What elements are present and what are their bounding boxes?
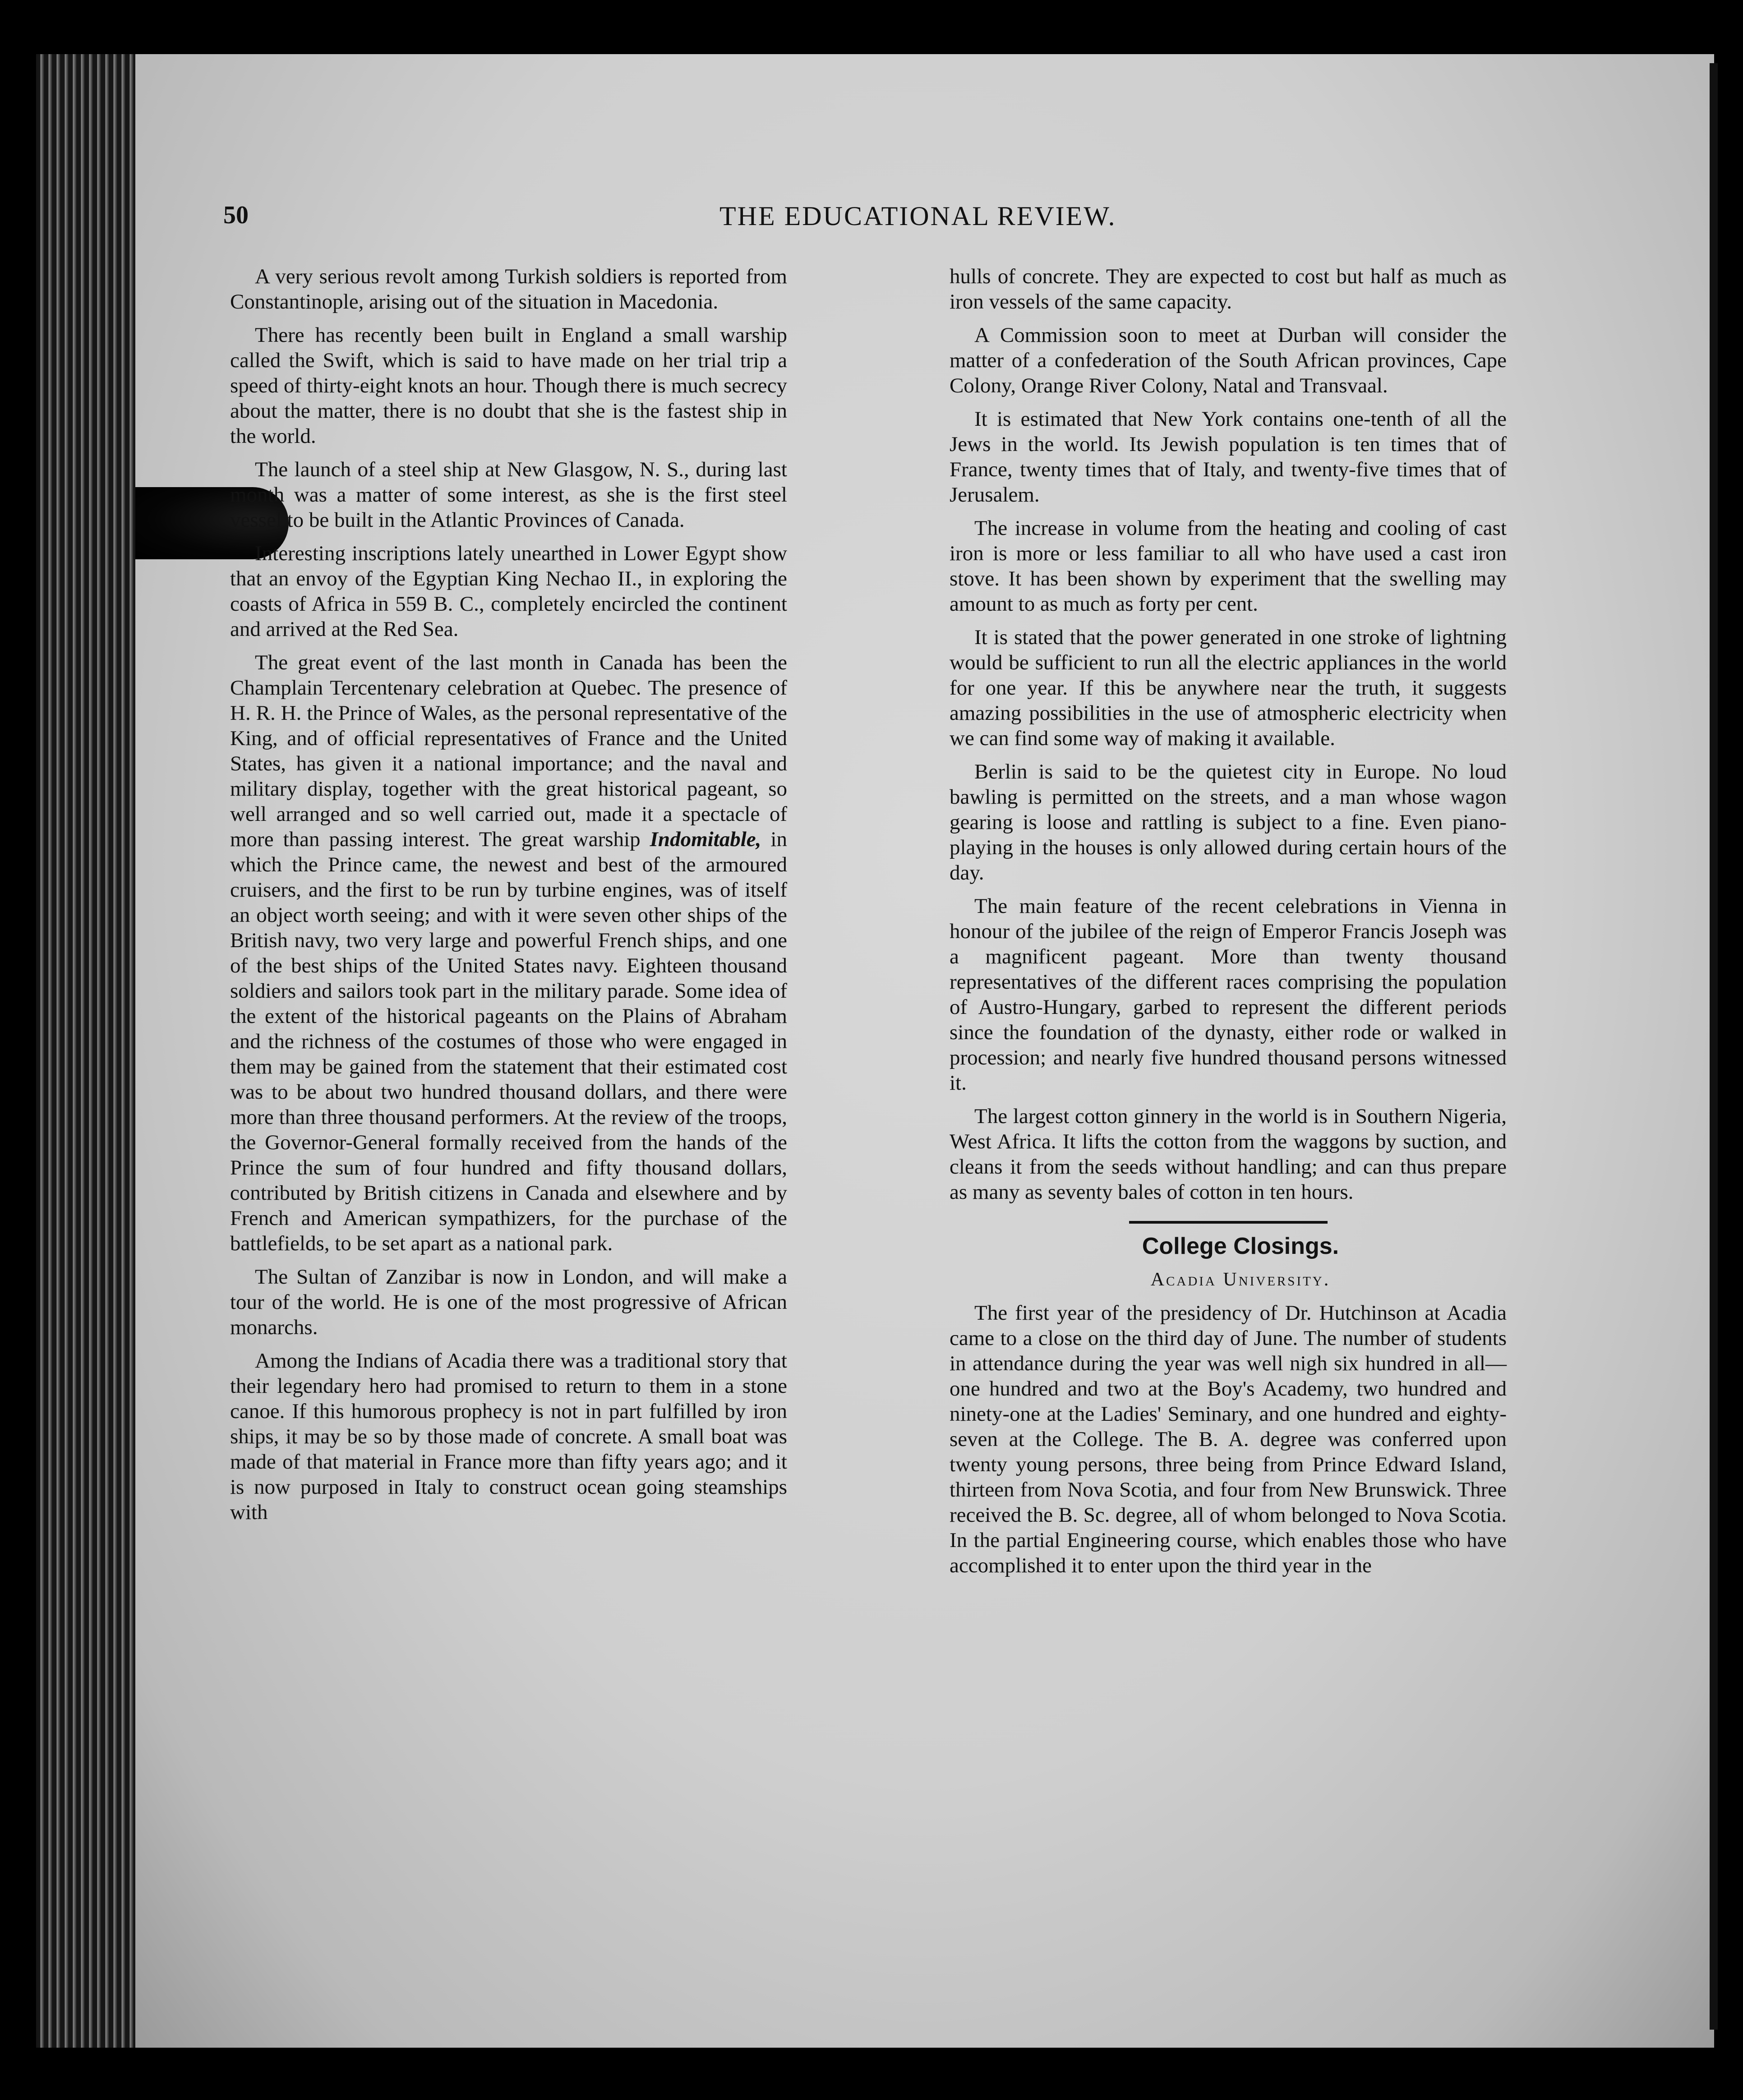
paragraph-tercentenary	[230, 650, 787, 1256]
paragraph-swift-warship: There has recently been built in England a small warship called the Swift, which is said to have made on her trial trip a speed of thirty-eight knots an hour. Though there is much secrecy about the matter, there is no doubt that she is the fastest ship in the world.	[230, 323, 787, 448]
section-subtitle: Acadia University.	[1150, 1269, 1331, 1290]
page-edge	[1710, 63, 1718, 2030]
section-divider	[1129, 1221, 1328, 1224]
paragraph-turkish-revolt: A very serious revolt among Turkish soldiers is reported from Constantinople, arising out of the situation in Macedonia.	[230, 265, 787, 313]
paragraph-acadia-legend: Among the Indians of Acadia there was a traditional story that their legendary hero had promised to return to them in a stone canoe. If this humorous prophecy is not in part fulfilled by iron ships, it may be so by those made of concrete. A small boat was made of that material in France more than fifty years ago; and it is now purposed in Italy to construct ocean going steamships with	[230, 1349, 787, 1524]
paragraph-vienna: The main feature of the recent celebrations in Vienna in honour of the jubilee of the reign of Emperor Francis Joseph was a magnificent pageant. More than twenty thousand representatives of the different races comprising the population of Austro-Hungary, garbed to represent the different periods since the foundation of the dynasty, either rode or walked in procession; and nearly five hundred thousand persons witnessed it.	[950, 894, 1507, 1095]
running-head: THE EDUCATIONAL REVIEW.	[719, 201, 1116, 231]
left-column	[230, 264, 787, 1533]
right-column	[950, 264, 1507, 1586]
paragraph-steel-ship: The launch of a steel ship at New Glasgow, N. S., during last month was a matter of some interest, as she is the first steel vessel to be built in the Atlantic Provinces of Canada.	[230, 458, 787, 532]
tercentenary-text-a: The great event of the last month in Canada has been the Champlain Tercentenary celebration at Quebec. The presence of H. R. H. the Prince of Wales, as the personal representative of the King, and of official representatives of France and the United States, has given it a national importance; and the naval and military display, together with the great historical pageant, so well arranged and so well carried out, made it a spectacle of more than passing interest. The great warship	[230, 651, 787, 851]
page-header	[223, 201, 1531, 241]
paragraph-lightning: It is stated that the power generated in one stroke of lightning would be sufficient to run all the electric appliances in the world for one year. If this be anywhere near the truth, it suggests amazing possibilities in the use of atmospheric electricity when we can find some way of making it available.	[950, 626, 1507, 750]
paragraph-egypt-inscriptions: Interesting inscriptions lately unearthed in Lower Egypt show that an envoy of the Egyptian King Nechao II., in exploring the coasts of Africa in 559 B. C., completely encircled the continent and arrived at the Red Sea.	[230, 542, 787, 641]
paragraph-acadia-university: The first year of the presidency of Dr. Hutchinson at Acadia came to a close on the third day of June. The number of students in attendance during the year was well nigh six hundred in all—one hundred and two at the Boy's Academy, two hundred and ninety-one at the Ladies' Seminary, and one hundred and eighty-seven at the College. The B. A. degree was conferred upon twenty young persons, three being from Prince Edward Island, thirteen from Nova Scotia, and four from New Brunswick. Three received the B. Sc. degree, all of whom belonged to Nova Scotia. In the partial Engineering course, which enables those who have accomplished it to enter upon the third year in the	[950, 1301, 1507, 1577]
ship-name-italic: Indomitable,	[650, 828, 761, 851]
paragraph-concrete-hulls: hulls of concrete. They are expected to cost but half as much as iron vessels of the same capacity.	[950, 265, 1507, 313]
section-title: College Closings.	[1142, 1233, 1339, 1259]
paragraph-cast-iron: The increase in volume from the heating and cooling of cast iron is more or less familiar to all who have used a cast iron stove. It has been shown by experiment that the swelling may amount to as much as forty per cent.	[950, 516, 1507, 616]
paragraph-new-york: It is estimated that New York contains one-tenth of all the Jews in the world. Its Jewish population is ten times that of France, twenty times that of Italy, and twenty-five times that of Jerusalem.	[950, 407, 1507, 507]
tercentenary-text-b: in which the Prince came, the newest and best of the armoured cruisers, and the first to be run by turbine engines, was of itself an object worth seeing; and with it were seven other ships of the British navy, two very large and powerful French ships, and one of the best ships of the United States navy. Eighteen thousand soldiers and sailors took part in the military parade. Some idea of the extent of the historical pageants on the Plains of Abraham and the richness of the costumes of those who were engaged in them may be gained from the statement that their estimated cost was to be about two hundred thousand dollars, and there were more than three thousand performers. At the review of the troops, the Governor-General formally received from the hands of the Prince the sum of four hundred and fifty thousand dollars, contributed by British citizens in Canada and elsewhere and by French and American sympathizers, for the purchase of the battlefields, to be set apart as a national park.	[230, 828, 787, 1255]
paragraph-zanzibar: The Sultan of Zanzibar is now in London, and will make a tour of the world. He is one of the most progressive of African monarchs.	[230, 1265, 787, 1339]
page-number: 50	[223, 201, 249, 229]
paragraph-cotton-ginnery: The largest cotton ginnery in the world is in Southern Nigeria, West Africa. It lifts the cotton from the waggons by suction, and cleans it from the seeds without handling; and can thus prepare as many as seventy bales of cotton in ten hours.	[950, 1105, 1507, 1204]
paragraph-durban-commission: A Commission soon to meet at Durban will consider the matter of a confederation of the South African provinces, Cape Colony, Orange River Colony, Natal and Transvaal.	[950, 323, 1507, 397]
paragraph-berlin: Berlin is said to be the quietest city in Europe. No loud bawling is permitted on the streets, and a man whose wagon gearing is loose and rattling is subject to a fine. Even piano-playing in the houses is only allowed during certain hours of the day.	[950, 760, 1507, 884]
